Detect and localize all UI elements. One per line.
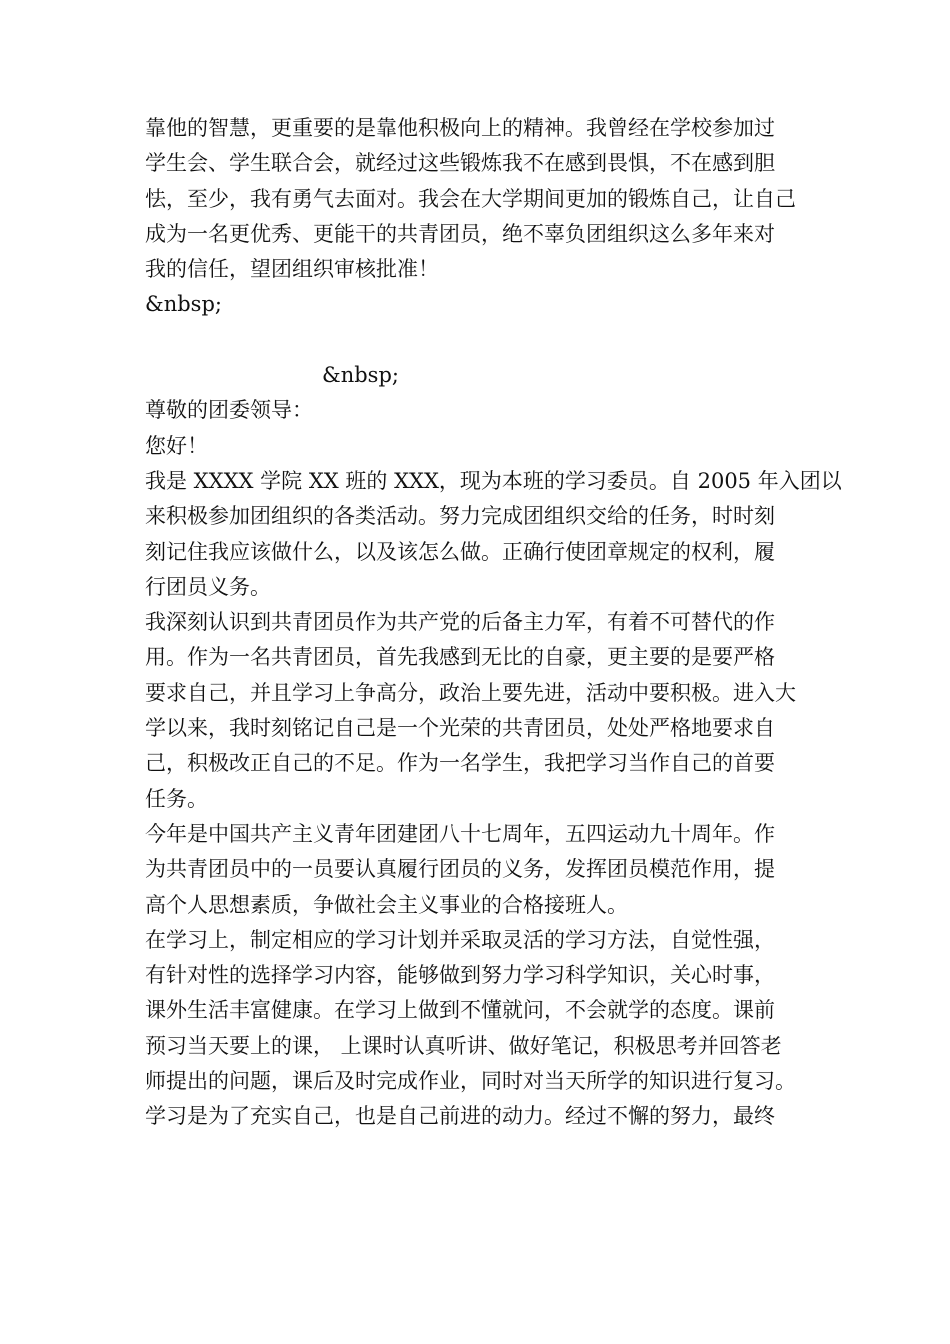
text-line: 学以来，我时刻铭记自己是一个光荣的共青团员，处处严格地要求自 [145,716,775,741]
nbsp-line: &nbsp; [322,363,399,388]
text-line: 学生会、学生联合会，就经过这些锻炼我不在感到畏惧，不在感到胆 [145,151,775,176]
greeting: 您好！ [145,433,208,458]
salutation: 尊敬的团委领导： [145,398,313,423]
text-line: 用。作为一名共青团员，首先我感到无比的自豪，更主要的是要严格 [145,645,775,670]
text-line: 课外生活丰富健康。在学习上做到不懂就问，不会就学的态度。课前 [145,998,775,1023]
text-line: 为共青团员中的一员要认真履行团员的义务，发挥团员模范作用，提 [145,857,775,882]
text-line: 要求自己，并且学习上争高分，政治上要先进，活动中要积极。进入大 [145,680,796,705]
text-line: 行团员义务。 [145,574,271,599]
text-line: 我的信任，望团组织审核批准！ [145,257,439,282]
text-line: 师提出的问题，课后及时完成作业，同时对当天所学的知识进行复习。 [145,1069,796,1094]
document-body [145,111,842,1135]
text-line: 今年是中国共产主义青年团建团八十七周年，五四运动九十周年。作 [145,821,775,846]
text-line: 靠他的智慧，更重要的是靠他积极向上的精神。我曾经在学校参加过 [145,116,775,140]
blank-line [145,323,835,358]
text-line: 任务。 [145,786,208,811]
text-line: 成为一名更优秀、更能干的共青团员，绝不辜负团组织这么多年来对 [145,221,775,246]
text-line: 刻记住我应该做什么，以及该怎么做。正确行使团章规定的权利，履 [145,539,775,564]
text-line: 有针对性的选择学习内容，能够做到努力学习科学知识，关心时事， [145,963,775,988]
text-line: 来积极参加团组织的各类活动。努力完成团组织交给的任务，时时刻 [145,504,775,529]
nbsp-line: &nbsp; [145,292,222,317]
text-line: 学习是为了充实自己，也是自己前进的动力。经过不懈的努力，最终 [145,1104,775,1129]
text-line: 预习当天要上的课， 上课时认真听讲、做好笔记，积极思考并回答老 [145,1033,782,1058]
text-line: 我是 XXXX 学院 XX 班的 XXX，现为本班的学习委员。自 2005 年入团以 [145,468,842,493]
text-line: 高个人思想素质，争做社会主义事业的合格接班人。 [145,892,628,917]
text-line: 怯，至少，我有勇气去面对。我会在大学期间更加的锻炼自己，让自己 [145,186,796,211]
text-line: 己，积极改正自己的不足。作为一名学生，我把学习当作自己的首要 [145,751,775,776]
text-line: 我深刻认识到共青团员作为共产党的后备主力军，有着不可替代的作 [145,610,775,635]
text-line: 在学习上，制定相应的学习计划并采取灵活的学习方法，自觉性强， [145,927,775,952]
